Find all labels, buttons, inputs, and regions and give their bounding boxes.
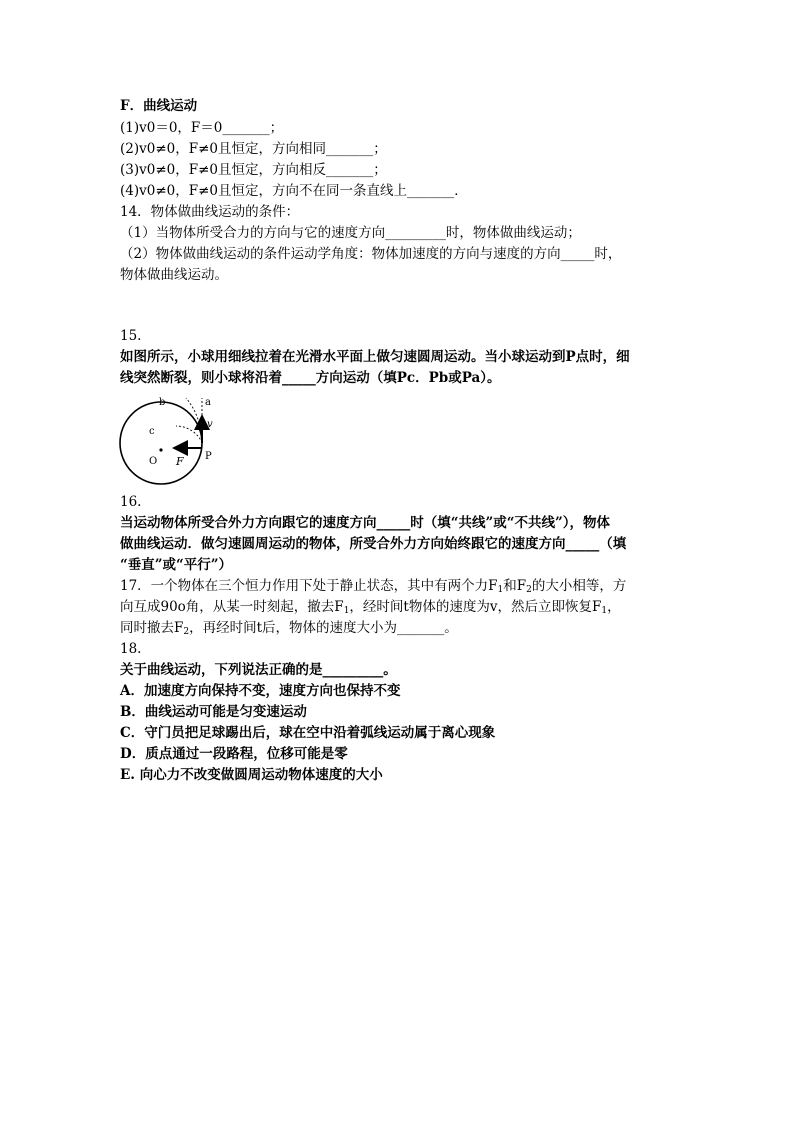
label-p: P (205, 451, 212, 462)
label-o: O (149, 456, 158, 467)
section-f-title: F．曲线运动 (120, 98, 198, 114)
q15-number: 15. (120, 328, 142, 344)
q14-title: 14．物体做曲线运动的条件： (120, 204, 300, 220)
q18-option-e: E. 向心力不改变做圆周运动物体速度的大小 (120, 767, 383, 783)
orbit-circle (120, 402, 202, 484)
q15-line-1: 如图所示，小球用细线拉着在光滑水平面上做匀速圆周运动。当小球运动到P点时，细 (120, 349, 630, 365)
path-c (176, 426, 202, 443)
q18-option-c: C．守门员把足球踢出后，球在空中沿着弧线运动属于离心现象 (120, 725, 496, 741)
q16-number: 16. (120, 494, 142, 510)
q17-line-2: 向互成90o角，从某一时刻起，撤去$F_1$，经时间t物体的速度为v，然后立即恢复$F_1$， (120, 599, 621, 616)
q18-option-a: A．加速度方向保持不变，速度方向也保持不变 (120, 683, 401, 699)
section-f-item-1: (1)v0＝0，F＝0_______； (120, 120, 284, 136)
q14-line-3: 物体做曲线运动。 (120, 267, 228, 283)
q17-line-3: 同时撤去$F_2$，再经时间t后，物体的速度大小为_______。 (120, 620, 458, 637)
circular-motion-figure (118, 388, 223, 488)
q17-line-1: 17．一个物体在三个恒力作用下处于静止状态，其中有两个力$F_1$和$F_2$的大小相等，方 (120, 578, 627, 595)
section-f-item-2: (2)v0≠0，F≠0且恒定，方向相同_______； (120, 141, 387, 157)
q18-number: 18. (120, 641, 142, 657)
section-f-item-4: (4)v0≠0，F≠0且恒定，方向不在同一条直线上_______． (120, 183, 468, 199)
label-a: a (205, 397, 211, 408)
label-v: v (207, 419, 213, 430)
q18-option-d: D．质点通过一段路程，位移可能是零 (120, 746, 348, 762)
q15-line-2: 线突然断裂，则小球将沿着_____方向运动（填Pc．Pb或Pa）。 (120, 370, 501, 386)
path-b (186, 398, 202, 443)
q14-line-2: （2）物体做曲线运动的条件运动学角度：物体加速度的方向与速度的方向_____时， (120, 246, 622, 262)
label-f: F (176, 455, 184, 468)
label-b: b (159, 397, 166, 408)
q16-line-1: 当运动物体所受合外力方向跟它的速度方向_____时（填“共线”或“不共线”），物体 (120, 515, 611, 531)
q18-stem: 关于曲线运动，下列说法正确的是_________。 (120, 662, 397, 678)
q16-line-2: 做曲线运动．做匀速圆周运动的物体，所受合外力方向始终跟它的速度方向_____（填 (120, 536, 627, 552)
center-dot (159, 448, 162, 451)
label-c: c (149, 426, 155, 437)
q14-line-1: （1）当物体所受合力的方向与它的速度方向_________时，物体做曲线运动； (120, 225, 581, 241)
q18-option-b: B．曲线运动可能是匀变速运动 (120, 704, 307, 720)
q16-line-3: “垂直”或“平行”） (120, 557, 233, 573)
section-f-item-3: (3)v0≠0，F≠0且恒定，方向相反_______； (120, 162, 387, 178)
